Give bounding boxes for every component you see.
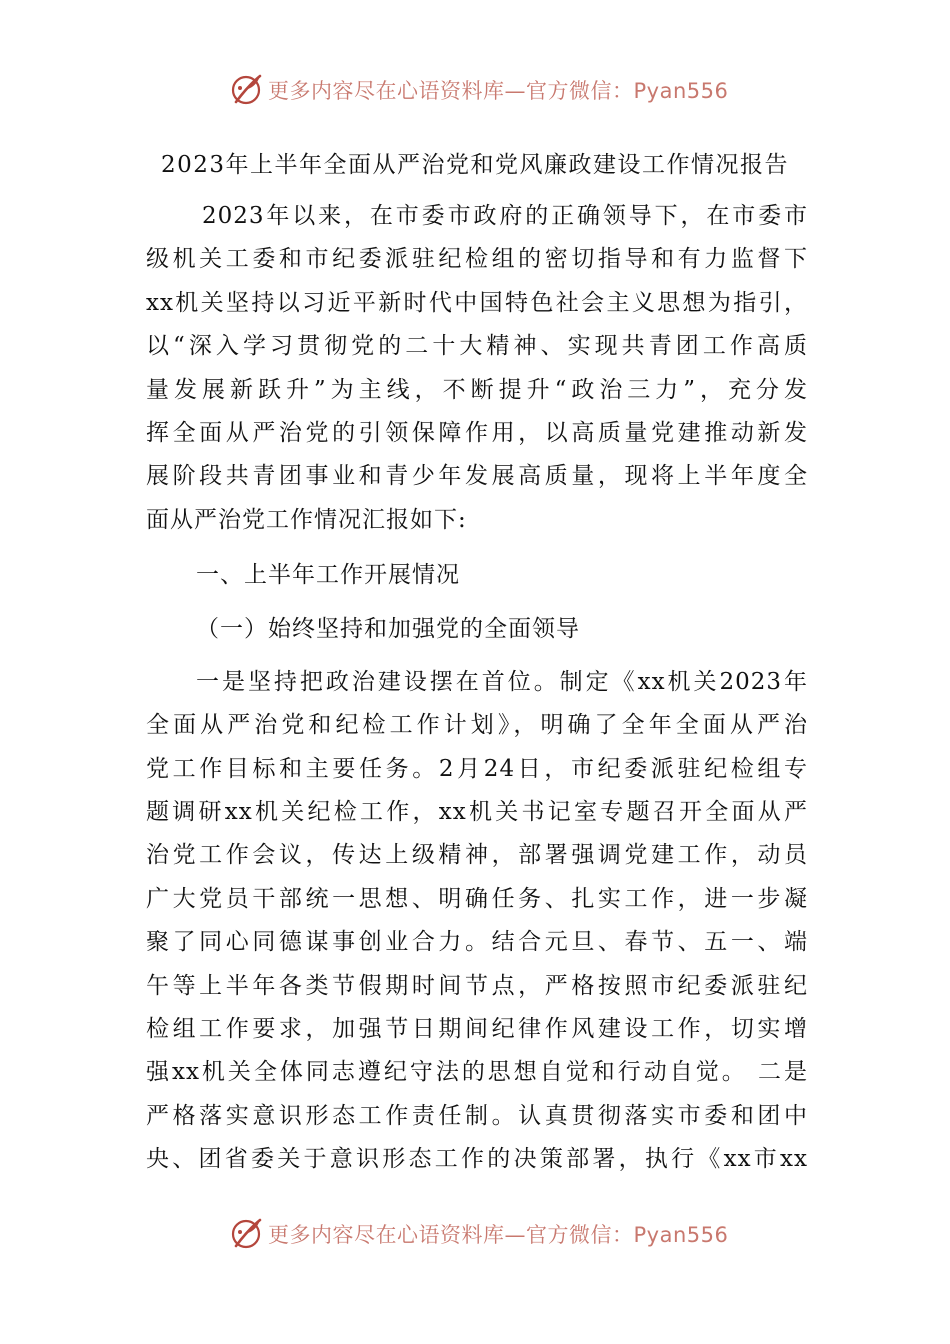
quill-logo-icon: [228, 72, 264, 108]
paragraph-line: 题调研xx机关纪检工作，xx机关书记室专题召开全面从严: [146, 799, 808, 826]
paragraph-line: 央、团省委关于意识形态工作的决策部署，执行《xx市xx: [146, 1146, 808, 1173]
watermark-top: [228, 72, 728, 108]
paragraph-line: 挥全面从严治党的引领保障作用，以高质量党建推动新发: [146, 419, 808, 446]
watermark-text: 更多内容尽在心语资料库—官方微信：Pyan556: [268, 1223, 729, 1247]
paragraph-line: xx机关坚持以习近平新时代中国特色社会主义思想为指引，: [146, 289, 808, 316]
paragraph-line: 级机关工委和市纪委派驻纪检组的密切指导和有力监督下: [146, 246, 808, 273]
paragraph-line: 检组工作要求，加强节日期间纪律作风建设工作，切实增: [146, 1016, 808, 1043]
paragraph-line: 2023年以来，在市委市政府的正确领导下，在市委市: [202, 203, 808, 229]
watermark-text: 更多内容尽在心语资料库—官方微信：Pyan556: [268, 79, 729, 103]
paragraph-line: 一是坚持把政治建设摆在首位。制定《xx机关2023年: [196, 668, 808, 695]
section-heading: 一、上半年工作开展情况: [196, 562, 460, 589]
paragraph-line: 展阶段共青团事业和青少年发展高质量，现将上半年度全: [146, 463, 808, 490]
paragraph-line: 治党工作会议，传达上级精神，部署强调党建工作，动员: [146, 842, 808, 869]
subsection-heading: （一）始终坚持和加强党的全面领导: [196, 615, 580, 642]
paragraph-line: 以“深入学习贯彻党的二十大精神、实现共青团工作高质: [146, 333, 808, 360]
paragraph-line: 强xx机关全体同志遵纪守法的思想自觉和行动自觉。 二是: [146, 1059, 808, 1086]
paragraph-line: 严格落实意识形态工作责任制。认真贯彻落实市委和团中: [146, 1102, 808, 1129]
quill-logo-icon: [228, 1216, 264, 1252]
watermark-bottom: [228, 1216, 728, 1252]
paragraph-line: 午等上半年各类节假期时间节点，严格按照市纪委派驻纪: [146, 972, 808, 999]
paragraph-line: 全面从严治党和纪检工作计划》，明确了全年全面从严治: [146, 712, 808, 739]
paragraph-line: 量发展新跃升”为主线，不断提升“政治三力”，充分发: [146, 376, 808, 403]
paragraph-line: 党工作目标和主要任务。2月24日，市纪委派驻纪检组专: [146, 755, 808, 782]
paragraph-line: 广大党员干部统一思想、明确任务、扎实工作，进一步凝: [146, 885, 808, 912]
paragraph-line: 面从严治党工作情况汇报如下:: [146, 506, 467, 533]
document-title: 2023年上半年全面从严治党和党风廉政建设工作情况报告: [160, 152, 790, 178]
document-body: [146, 195, 808, 1182]
paragraph-line: 聚了同心同德谋事创业合力。结合元旦、春节、五一、端: [146, 929, 808, 956]
